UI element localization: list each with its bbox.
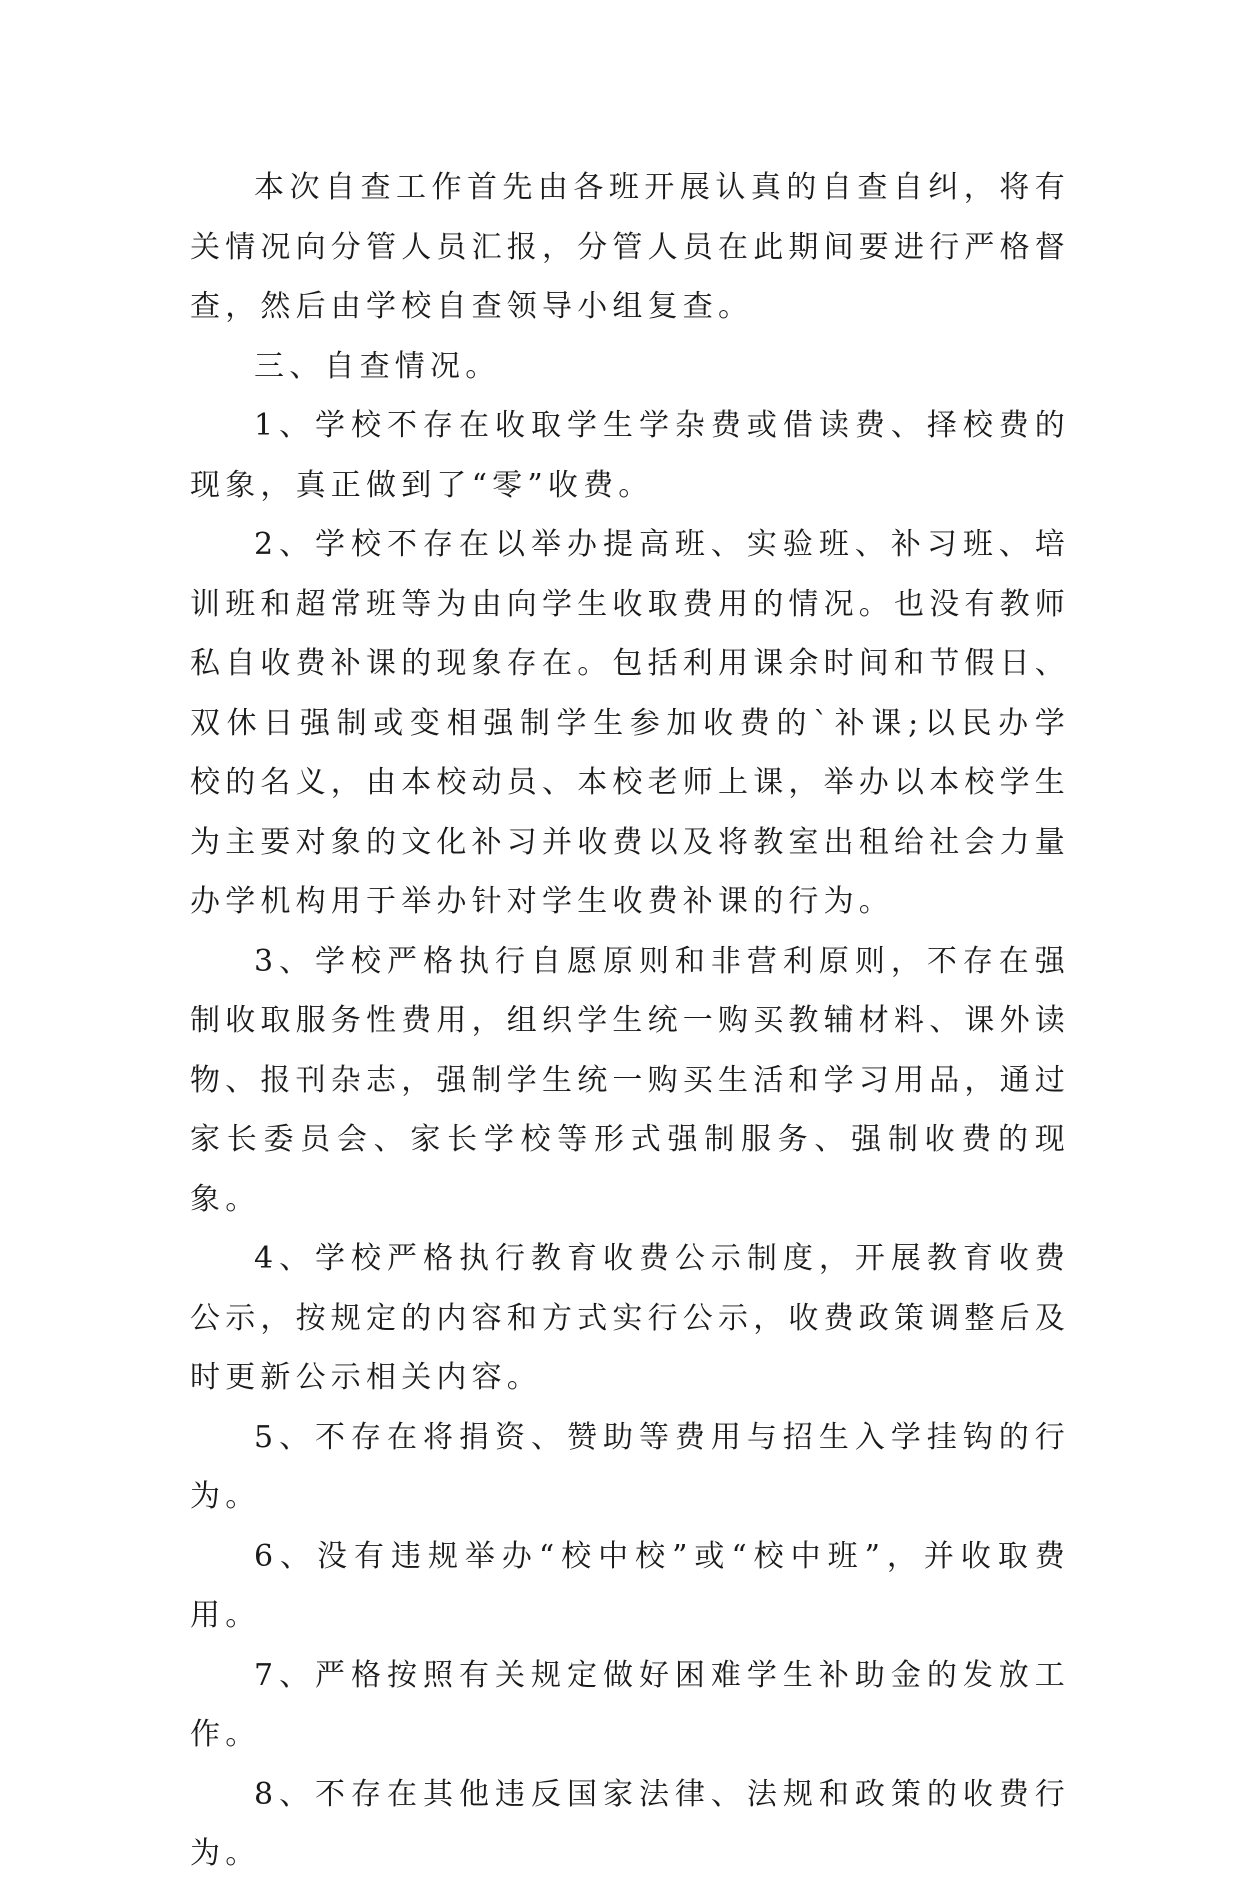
list-item-8: 8、不存在其他违反国家法律、法规和政策的收费行为。 <box>190 1776 1070 1871</box>
document-body <box>190 158 1070 1884</box>
list-item-6: 6、没有违规举办“校中校”或“校中班”，并收取费用。 <box>190 1538 1070 1633</box>
list-item-1: 1、学校不存在收取学生学杂费或借读费、择校费的现象，真正做到了“零”收费。 <box>190 408 1070 503</box>
list-item-7: 7、严格按照有关规定做好困难学生补助金的发放工作。 <box>190 1657 1070 1752</box>
list-item-3: 3、学校严格执行自愿原则和非营利原则，不存在强制收取服务性费用，组织学生统一购买教辅材料、课外读物、报刊杂志，强制学生统一购买生活和学习用品，通过家长委员会、家长学校等形式强制服务、强制收费的现象。 <box>190 943 1070 1217</box>
list-item-5: 5、不存在将捐资、赞助等费用与招生入学挂钩的行为。 <box>190 1419 1070 1514</box>
list-item-4: 4、学校严格执行教育收费公示制度，开展教育收费公示，按规定的内容和方式实行公示，收费政策调整后及时更新公示相关内容。 <box>190 1241 1070 1395</box>
list-item-2: 2、学校不存在以举办提高班、实验班、补习班、培训班和超常班等为由向学生收取费用的情况。也没有教师私自收费补课的现象存在。包括利用课余时间和节假日、双休日强制或变相强制学生参加收费的`补课;以民办学校的名义，由本校动员、本校老师上课，举办以本校学生为主要对象的文化补习并收费以及将教室出租给社会力量办学机构用于举办针对学生收费补课的行为。 <box>190 527 1070 919</box>
section-heading-self-check-status: 三、自查情况。 <box>254 348 501 384</box>
paragraph-self-check-process: 本次自查工作首先由各班开展认真的自查自纠，将有关情况向分管人员汇报，分管人员在此期间要进行严格督查，然后由学校自查领导小组复查。 <box>190 170 1070 324</box>
